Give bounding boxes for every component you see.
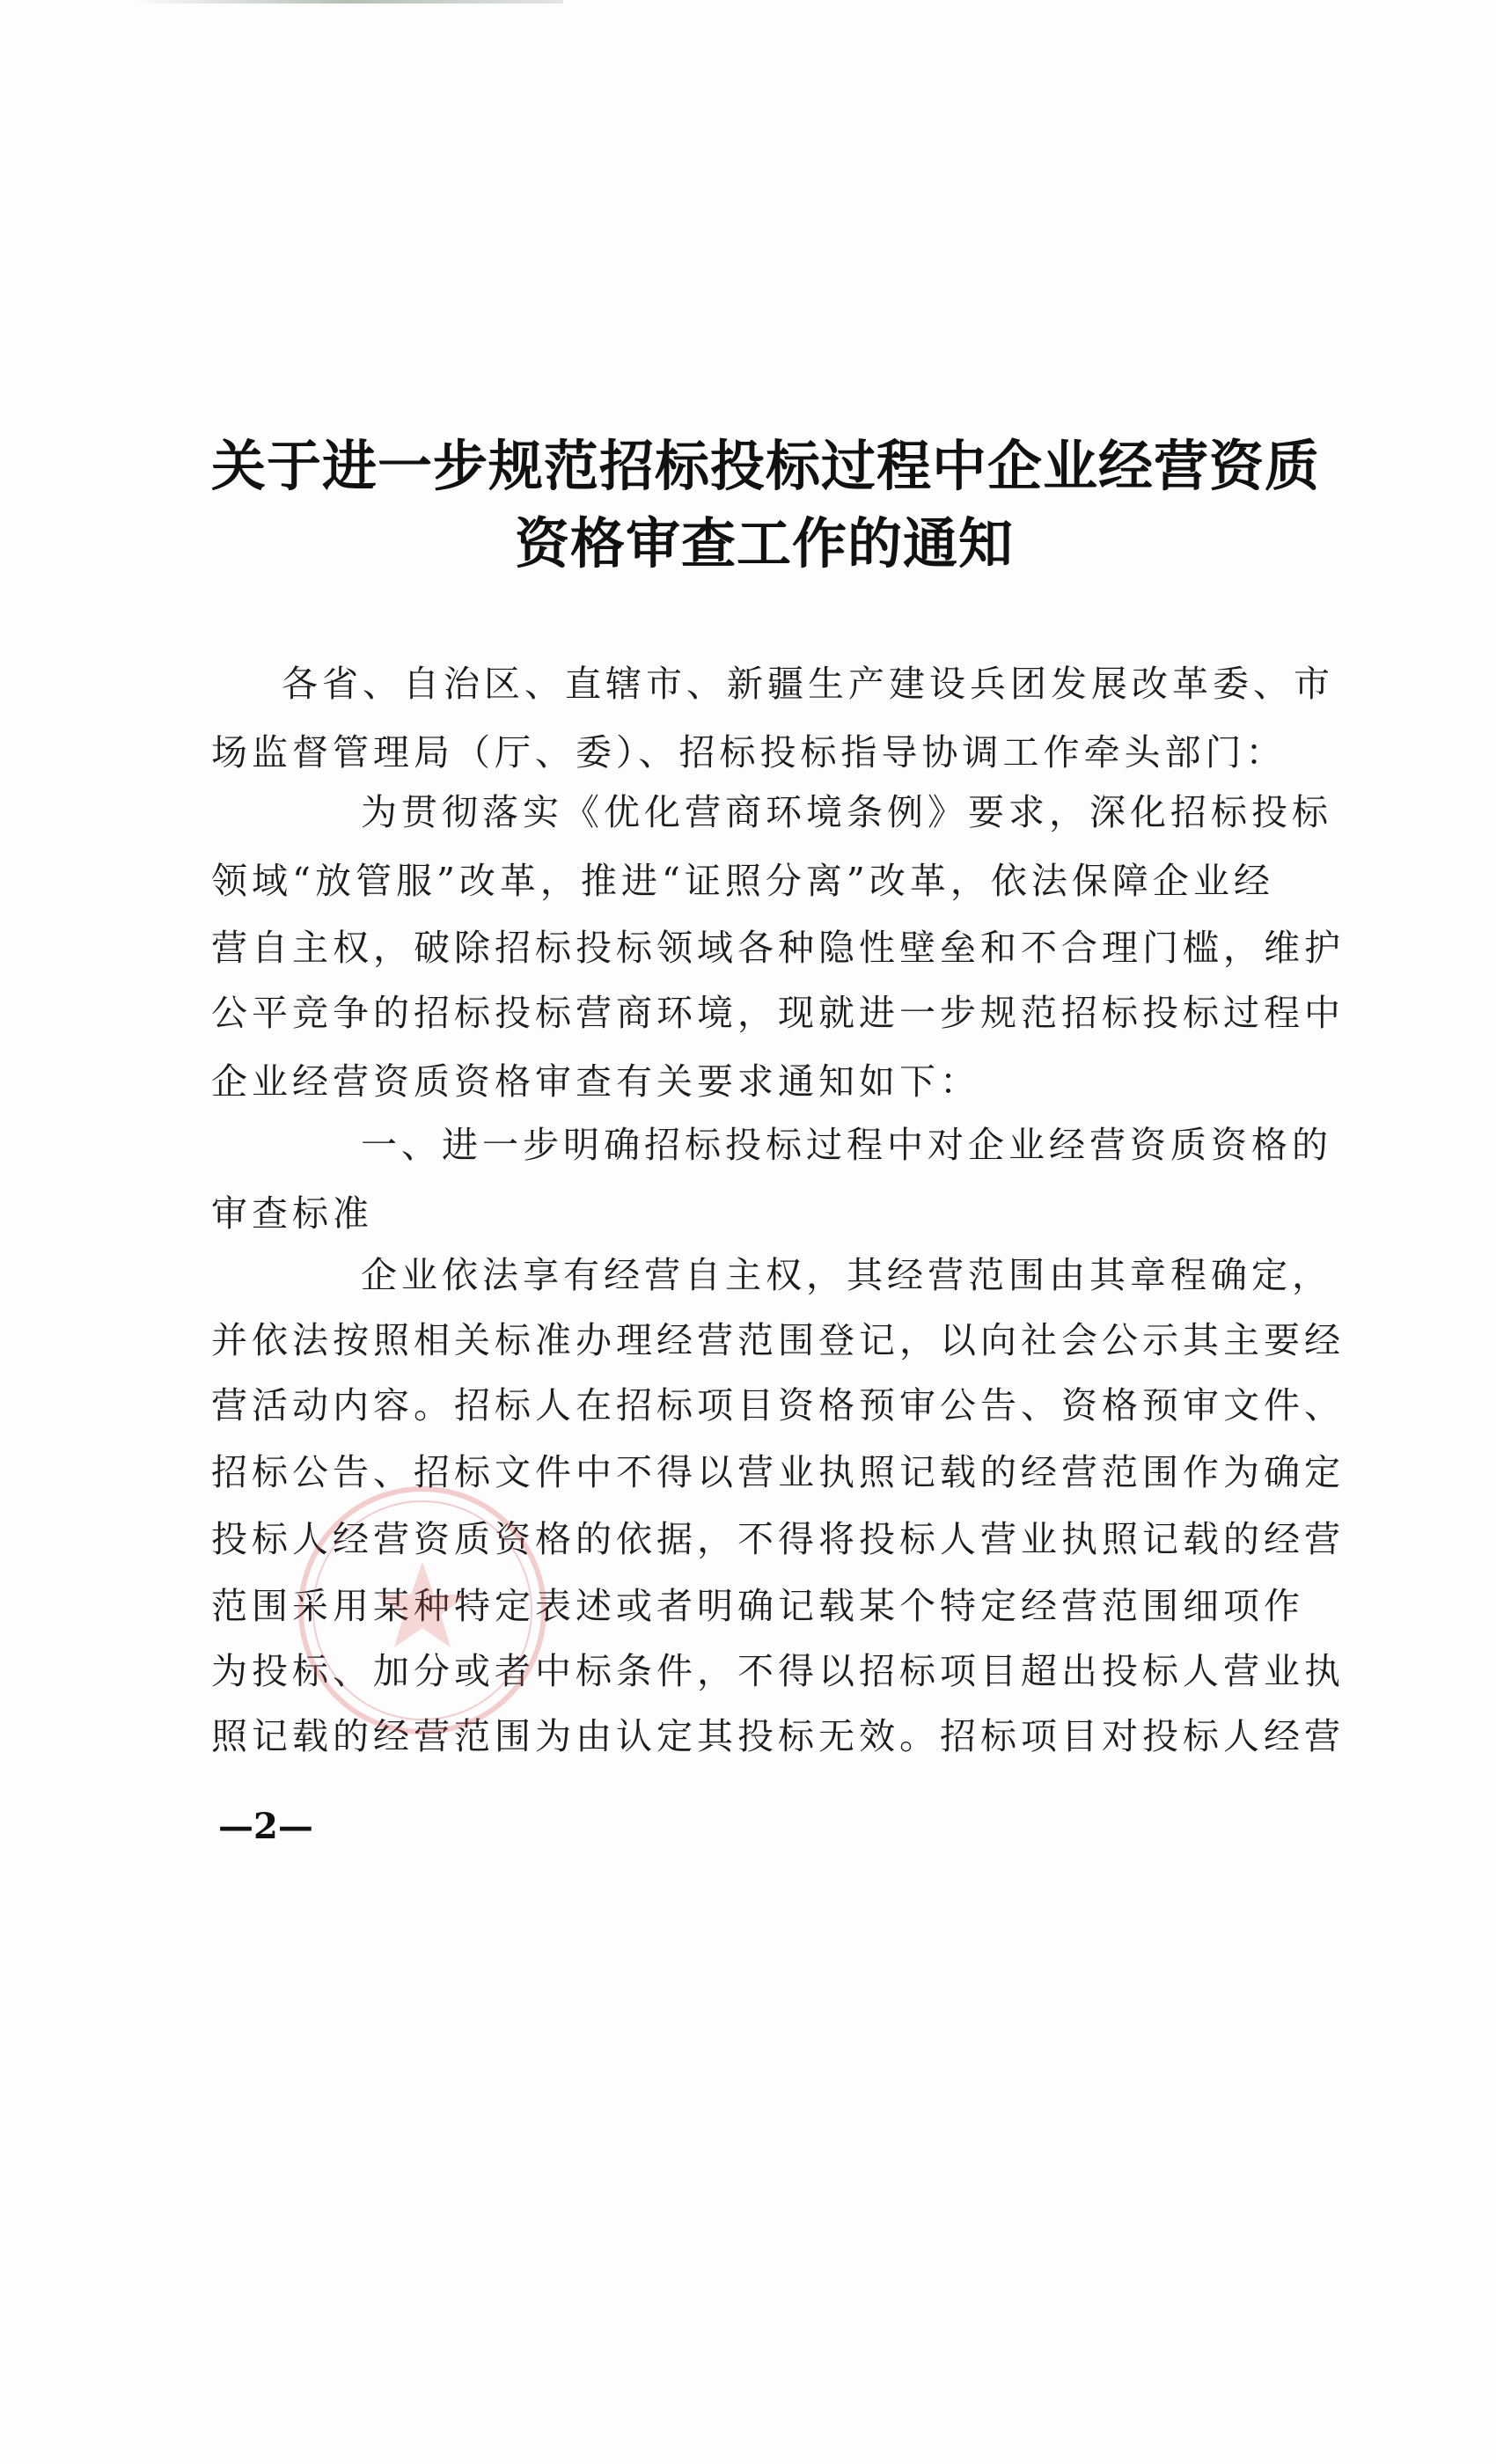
body-line: 企业依法享有经营自主权，其经营范围由其章程确定， — [361, 1254, 1332, 1296]
body-line: 各省、自治区、直辖市、新疆生产建设兵团发展改革委、市 — [282, 663, 1334, 705]
body-line: 范围采用某种特定表述或者明确记载某个特定经营范围细项作 — [211, 1585, 1304, 1627]
body-line: 为贯彻落实《优化营商环境条例》要求，深化招标投标 — [361, 791, 1332, 833]
body-line: 领域“放管服”改革，推进“证照分离”改革，依法保障企业经 — [211, 860, 1274, 902]
body-line: 场监督管理局（厅、委）、招标投标指导协调工作牵头部门： — [211, 731, 1287, 774]
scan-edge-mark — [132, 0, 563, 4]
page-number: —2— — [218, 1806, 313, 1847]
body-line: 企业经营资质资格审查有关要求通知如下： — [211, 1060, 980, 1103]
section-heading-line: 一、进一步明确招标投标过程中对企业经营资质资格的 — [361, 1124, 1332, 1166]
section-heading-line: 审查标准 — [211, 1192, 373, 1235]
body-line: 为投标、加分或者中标条件，不得以招标项目超出投标人营业执 — [211, 1650, 1345, 1692]
body-line: 并依法按照相关标准办理经营范围登记，以向社会公示其主要经 — [211, 1319, 1345, 1361]
document-title-line-1: 关于进一步规范招标投标过程中企业经营资质 — [211, 434, 1321, 498]
body-line: 照记载的经营范围为由认定其投标无效。招标项目对投标人经营 — [211, 1715, 1345, 1757]
document-title-line-2: 资格审查工作的通知 — [515, 511, 1015, 576]
body-line: 公平竞争的招标投标营商环境，现就进一步规范招标投标过程中 — [211, 992, 1345, 1034]
body-line: 招标公告、招标文件中不得以营业执照记载的经营范围作为确定 — [211, 1451, 1345, 1493]
body-line: 投标人经营资质资格的依据，不得将投标人营业执照记载的经营 — [211, 1518, 1345, 1560]
body-line: 营自主权，破除招标投标领域各种隐性壁垒和不合理门槛，维护 — [211, 927, 1345, 969]
body-line: 营活动内容。招标人在招标项目资格预审公告、资格预审文件、 — [211, 1384, 1345, 1426]
